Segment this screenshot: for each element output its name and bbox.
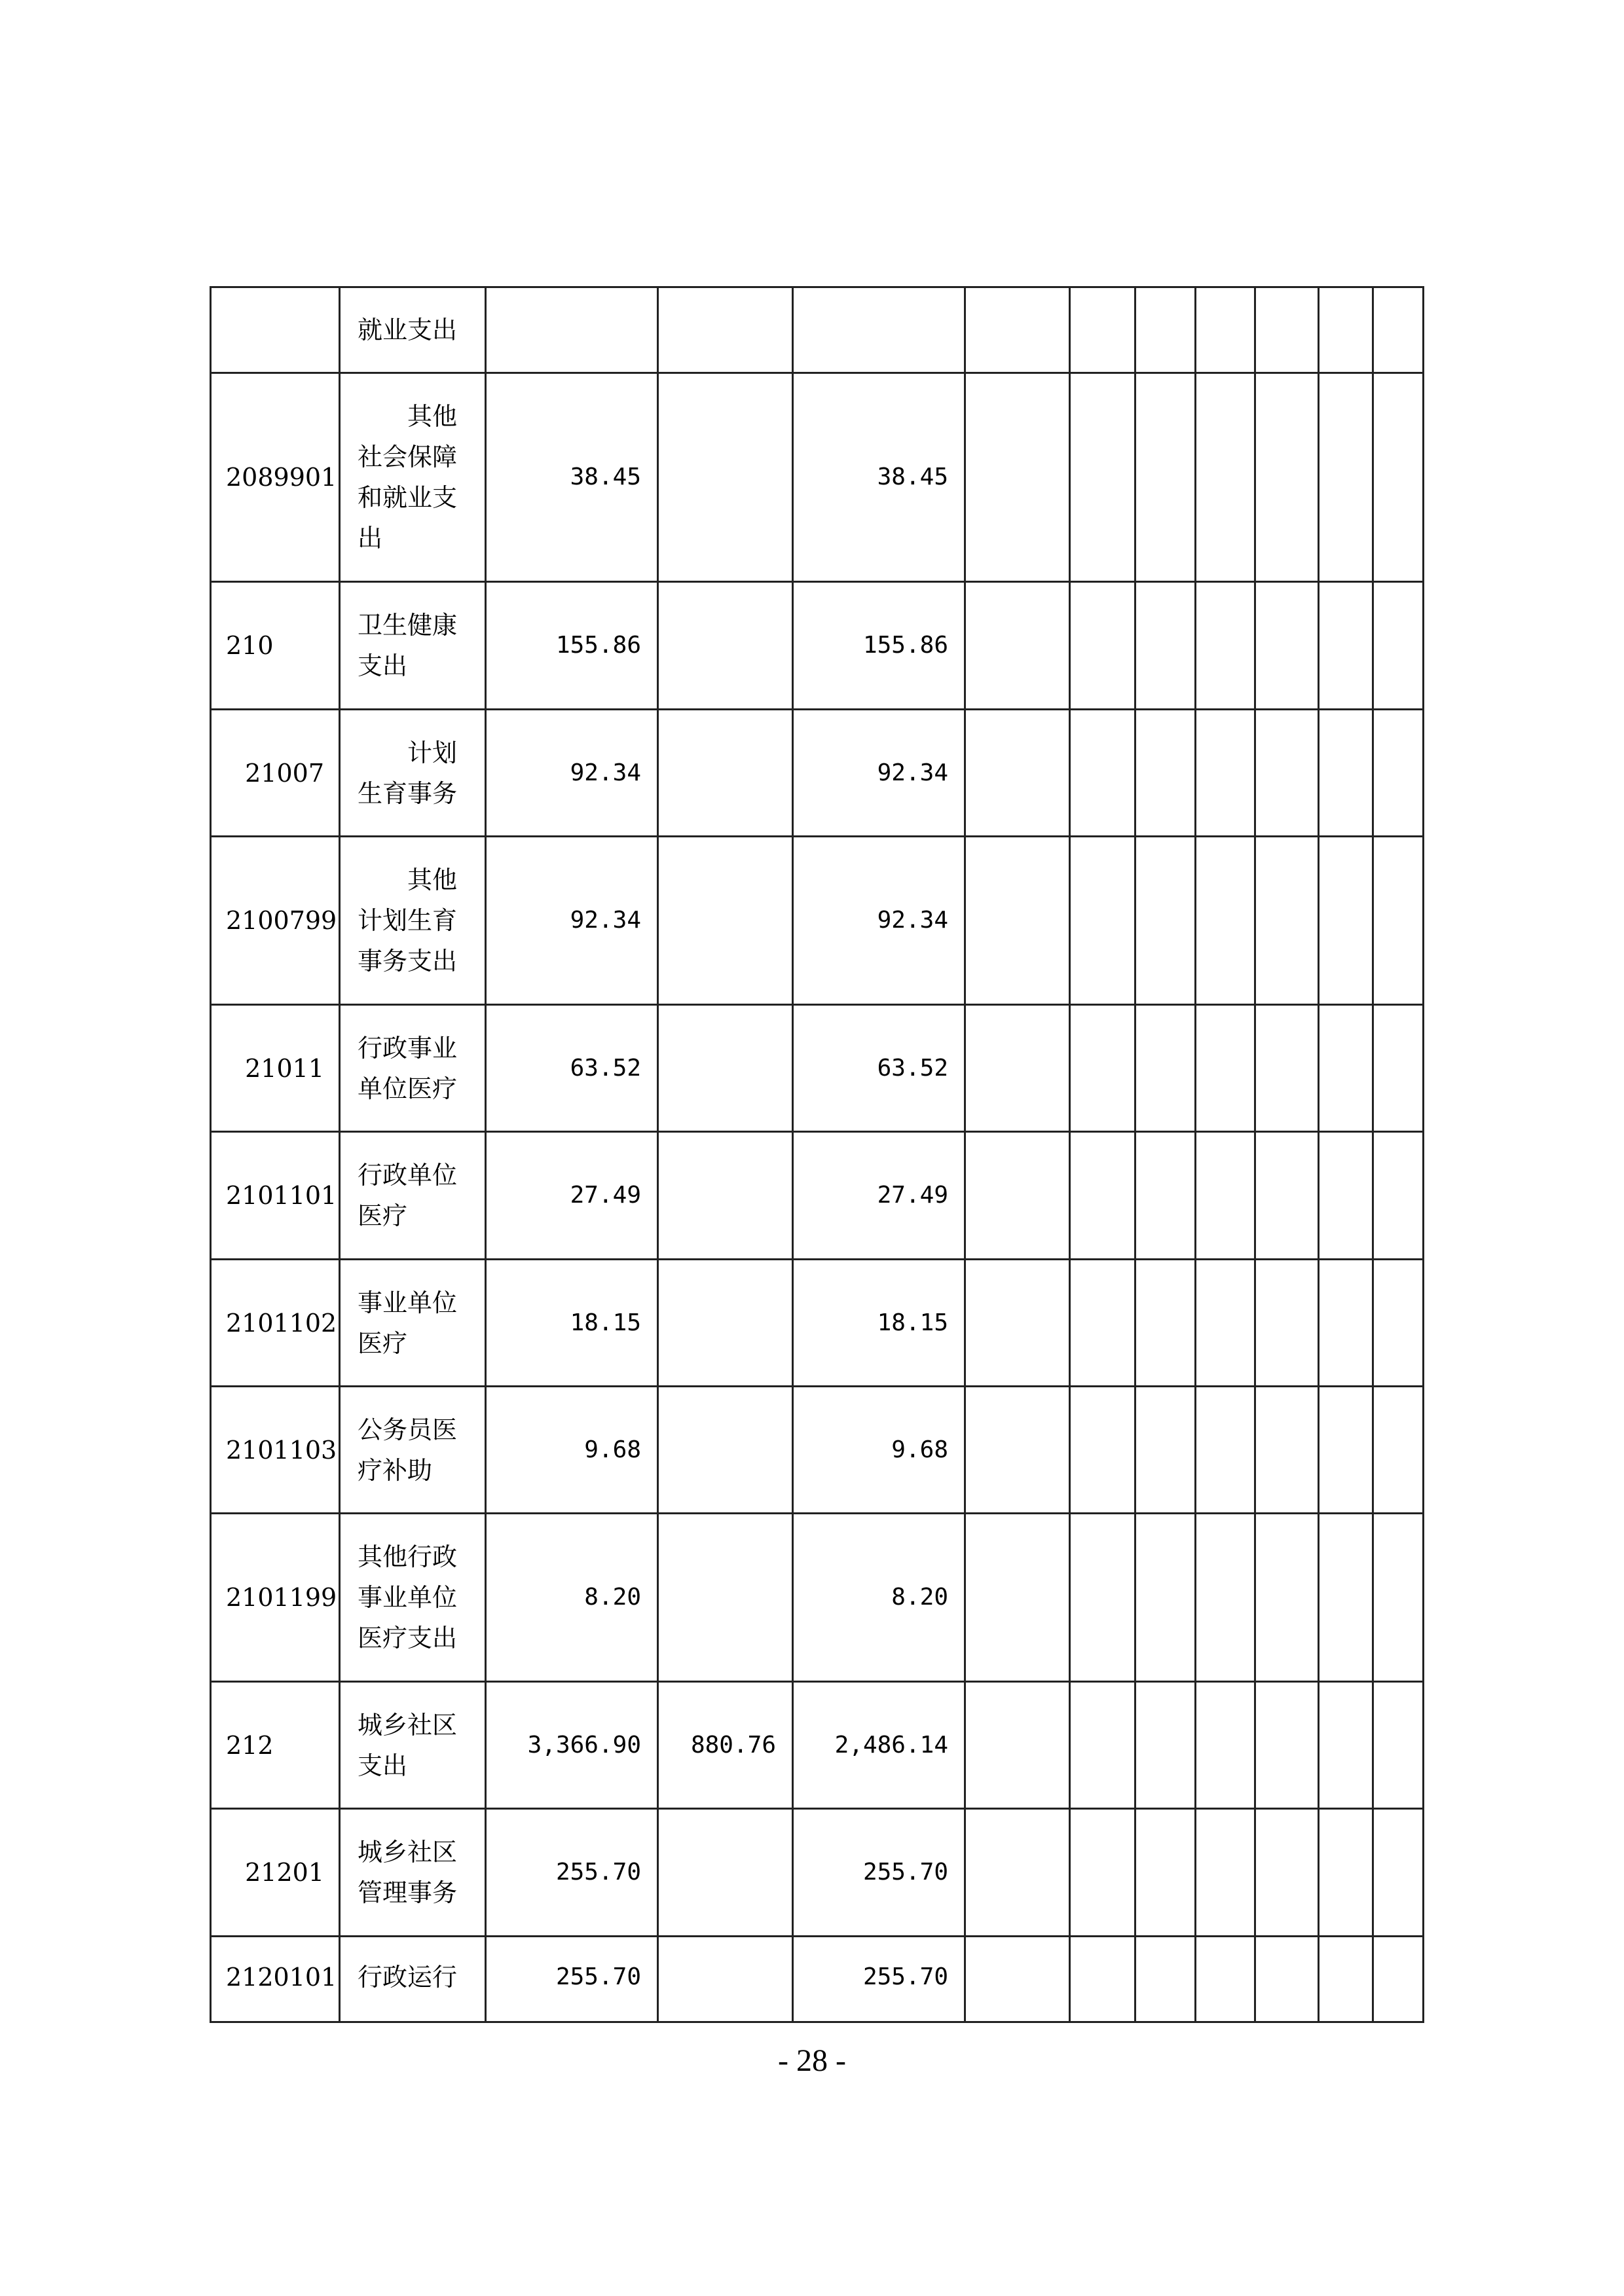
empty-cell xyxy=(965,1809,1070,1937)
empty-cell xyxy=(1373,287,1424,373)
project-amount: 18.15 xyxy=(793,1260,965,1387)
table-row xyxy=(211,1937,1424,2022)
project-amount: 27.49 xyxy=(793,1132,965,1260)
subject-code: 2101103 xyxy=(211,1387,340,1514)
empty-cell xyxy=(1319,1809,1373,1937)
empty-cell xyxy=(965,1387,1070,1514)
table-row xyxy=(211,1809,1424,1937)
empty-cell xyxy=(1319,582,1373,710)
empty-cell xyxy=(1255,1005,1319,1132)
subject-code: 21007 xyxy=(211,710,340,837)
empty-cell xyxy=(1070,1809,1135,1937)
empty-cell xyxy=(1135,373,1196,582)
total-amount: 155.86 xyxy=(486,582,658,710)
empty-cell xyxy=(1135,287,1196,373)
total-amount: 9.68 xyxy=(486,1387,658,1514)
basic-amount xyxy=(658,582,793,710)
empty-cell xyxy=(965,1132,1070,1260)
basic-amount xyxy=(658,287,793,373)
empty-cell xyxy=(1196,287,1255,373)
empty-cell xyxy=(1135,1937,1196,2022)
empty-cell xyxy=(1135,1809,1196,1937)
empty-cell xyxy=(1319,1387,1373,1514)
page-number: - 28 - xyxy=(778,2043,846,2078)
table-row xyxy=(211,1005,1424,1132)
empty-cell xyxy=(1255,1387,1319,1514)
total-amount: 18.15 xyxy=(486,1260,658,1387)
table-row xyxy=(211,1514,1424,1682)
subject-name: 其他社会保障和就业支出 xyxy=(340,373,486,582)
basic-amount xyxy=(658,1809,793,1937)
subject-name: 城乡社区管理事务 xyxy=(340,1809,486,1937)
empty-cell xyxy=(1373,710,1424,837)
table-row xyxy=(211,287,1424,373)
empty-cell xyxy=(1319,710,1373,837)
basic-amount xyxy=(658,1132,793,1260)
subject-name: 行政运行 xyxy=(340,1937,486,2022)
empty-cell xyxy=(1070,710,1135,837)
empty-cell xyxy=(1373,1260,1424,1387)
project-amount: 92.34 xyxy=(793,710,965,837)
empty-cell xyxy=(1070,1937,1135,2022)
empty-cell xyxy=(1319,1132,1373,1260)
empty-cell xyxy=(1255,1682,1319,1809)
total-amount: 255.70 xyxy=(486,1937,658,2022)
empty-cell xyxy=(1196,1387,1255,1514)
empty-cell xyxy=(1135,1514,1196,1682)
empty-cell xyxy=(965,287,1070,373)
empty-cell xyxy=(1070,582,1135,710)
empty-cell xyxy=(1373,582,1424,710)
subject-code: 2101101 xyxy=(211,1132,340,1260)
basic-amount xyxy=(658,710,793,837)
empty-cell xyxy=(1070,1005,1135,1132)
empty-cell xyxy=(1373,373,1424,582)
basic-amount xyxy=(658,1387,793,1514)
table-row xyxy=(211,1387,1424,1514)
basic-amount xyxy=(658,1005,793,1132)
subject-code: 210 xyxy=(211,582,340,710)
empty-cell xyxy=(1373,837,1424,1005)
empty-cell xyxy=(1373,1514,1424,1682)
table-row xyxy=(211,837,1424,1005)
project-amount: 255.70 xyxy=(793,1809,965,1937)
table-row xyxy=(211,582,1424,710)
budget-table xyxy=(210,286,1424,2023)
table-row xyxy=(211,710,1424,837)
empty-cell xyxy=(1319,287,1373,373)
empty-cell xyxy=(1135,1005,1196,1132)
empty-cell xyxy=(1255,1132,1319,1260)
subject-code: 21201 xyxy=(211,1809,340,1937)
empty-cell xyxy=(1196,837,1255,1005)
empty-cell xyxy=(1196,1514,1255,1682)
empty-cell xyxy=(1196,1005,1255,1132)
subject-code: 2100799 xyxy=(211,837,340,1005)
empty-cell xyxy=(1319,1260,1373,1387)
total-amount xyxy=(486,287,658,373)
empty-cell xyxy=(1196,1260,1255,1387)
empty-cell xyxy=(1373,1809,1424,1937)
empty-cell xyxy=(1373,1937,1424,2022)
empty-cell xyxy=(1070,1260,1135,1387)
empty-cell xyxy=(1070,1514,1135,1682)
empty-cell xyxy=(1373,1682,1424,1809)
project-amount: 38.45 xyxy=(793,373,965,582)
empty-cell xyxy=(965,582,1070,710)
basic-amount: 880.76 xyxy=(658,1682,793,1809)
project-amount: 9.68 xyxy=(793,1387,965,1514)
empty-cell xyxy=(1255,1937,1319,2022)
empty-cell xyxy=(1070,287,1135,373)
project-amount: 92.34 xyxy=(793,837,965,1005)
empty-cell xyxy=(1319,1514,1373,1682)
subject-code: 2101199 xyxy=(211,1514,340,1682)
empty-cell xyxy=(1255,837,1319,1005)
empty-cell xyxy=(1319,1937,1373,2022)
subject-code xyxy=(211,287,340,373)
empty-cell xyxy=(1373,1132,1424,1260)
total-amount: 8.20 xyxy=(486,1514,658,1682)
empty-cell xyxy=(965,710,1070,837)
basic-amount xyxy=(658,837,793,1005)
empty-cell xyxy=(1135,710,1196,837)
empty-cell xyxy=(1255,710,1319,837)
empty-cell xyxy=(1319,837,1373,1005)
empty-cell xyxy=(1319,373,1373,582)
total-amount: 255.70 xyxy=(486,1809,658,1937)
empty-cell xyxy=(965,1682,1070,1809)
subject-name: 事业单位医疗 xyxy=(340,1260,486,1387)
subject-name: 就业支出 xyxy=(340,287,486,373)
empty-cell xyxy=(1196,710,1255,837)
total-amount: 92.34 xyxy=(486,837,658,1005)
empty-cell xyxy=(1135,1260,1196,1387)
project-amount xyxy=(793,287,965,373)
empty-cell xyxy=(1255,373,1319,582)
table-row xyxy=(211,1260,1424,1387)
project-amount: 8.20 xyxy=(793,1514,965,1682)
empty-cell xyxy=(1319,1682,1373,1809)
subject-name: 城乡社区支出 xyxy=(340,1682,486,1809)
empty-cell xyxy=(1135,1682,1196,1809)
subject-name: 计划生育事务 xyxy=(340,710,486,837)
basic-amount xyxy=(658,1260,793,1387)
subject-name: 其他计划生育事务支出 xyxy=(340,837,486,1005)
empty-cell xyxy=(1319,1005,1373,1132)
subject-code: 212 xyxy=(211,1682,340,1809)
empty-cell xyxy=(965,837,1070,1005)
total-amount: 3,366.90 xyxy=(486,1682,658,1809)
empty-cell xyxy=(1255,582,1319,710)
empty-cell xyxy=(1135,582,1196,710)
empty-cell xyxy=(965,1937,1070,2022)
empty-cell xyxy=(965,1260,1070,1387)
empty-cell xyxy=(1135,1132,1196,1260)
total-amount: 92.34 xyxy=(486,710,658,837)
project-amount: 2,486.14 xyxy=(793,1682,965,1809)
table-row xyxy=(211,373,1424,582)
empty-cell xyxy=(1196,1132,1255,1260)
empty-cell xyxy=(965,373,1070,582)
empty-cell xyxy=(1196,1682,1255,1809)
basic-amount xyxy=(658,1514,793,1682)
total-amount: 63.52 xyxy=(486,1005,658,1132)
total-amount: 38.45 xyxy=(486,373,658,582)
empty-cell xyxy=(965,1514,1070,1682)
subject-code: 2120101 xyxy=(211,1937,340,2022)
empty-cell xyxy=(1135,837,1196,1005)
subject-name: 公务员医疗补助 xyxy=(340,1387,486,1514)
empty-cell xyxy=(1070,1387,1135,1514)
subject-name: 卫生健康支出 xyxy=(340,582,486,710)
empty-cell xyxy=(1196,373,1255,582)
empty-cell xyxy=(1196,1937,1255,2022)
subject-code: 21011 xyxy=(211,1005,340,1132)
empty-cell xyxy=(965,1005,1070,1132)
table-row xyxy=(211,1682,1424,1809)
empty-cell xyxy=(1070,837,1135,1005)
project-amount: 155.86 xyxy=(793,582,965,710)
project-amount: 63.52 xyxy=(793,1005,965,1132)
empty-cell xyxy=(1255,1260,1319,1387)
subject-code: 2089901 xyxy=(211,373,340,582)
empty-cell xyxy=(1070,1682,1135,1809)
empty-cell xyxy=(1255,1514,1319,1682)
project-amount: 255.70 xyxy=(793,1937,965,2022)
subject-name: 行政单位医疗 xyxy=(340,1132,486,1260)
empty-cell xyxy=(1196,582,1255,710)
basic-amount xyxy=(658,373,793,582)
empty-cell xyxy=(1070,373,1135,582)
empty-cell xyxy=(1255,287,1319,373)
subject-name: 行政事业单位医疗 xyxy=(340,1005,486,1132)
empty-cell xyxy=(1135,1387,1196,1514)
empty-cell xyxy=(1373,1387,1424,1514)
table-row xyxy=(211,1132,1424,1260)
empty-cell xyxy=(1070,1132,1135,1260)
empty-cell xyxy=(1255,1809,1319,1937)
subject-name: 其他行政事业单位医疗支出 xyxy=(340,1514,486,1682)
total-amount: 27.49 xyxy=(486,1132,658,1260)
basic-amount xyxy=(658,1937,793,2022)
subject-code: 2101102 xyxy=(211,1260,340,1387)
empty-cell xyxy=(1196,1809,1255,1937)
empty-cell xyxy=(1373,1005,1424,1132)
